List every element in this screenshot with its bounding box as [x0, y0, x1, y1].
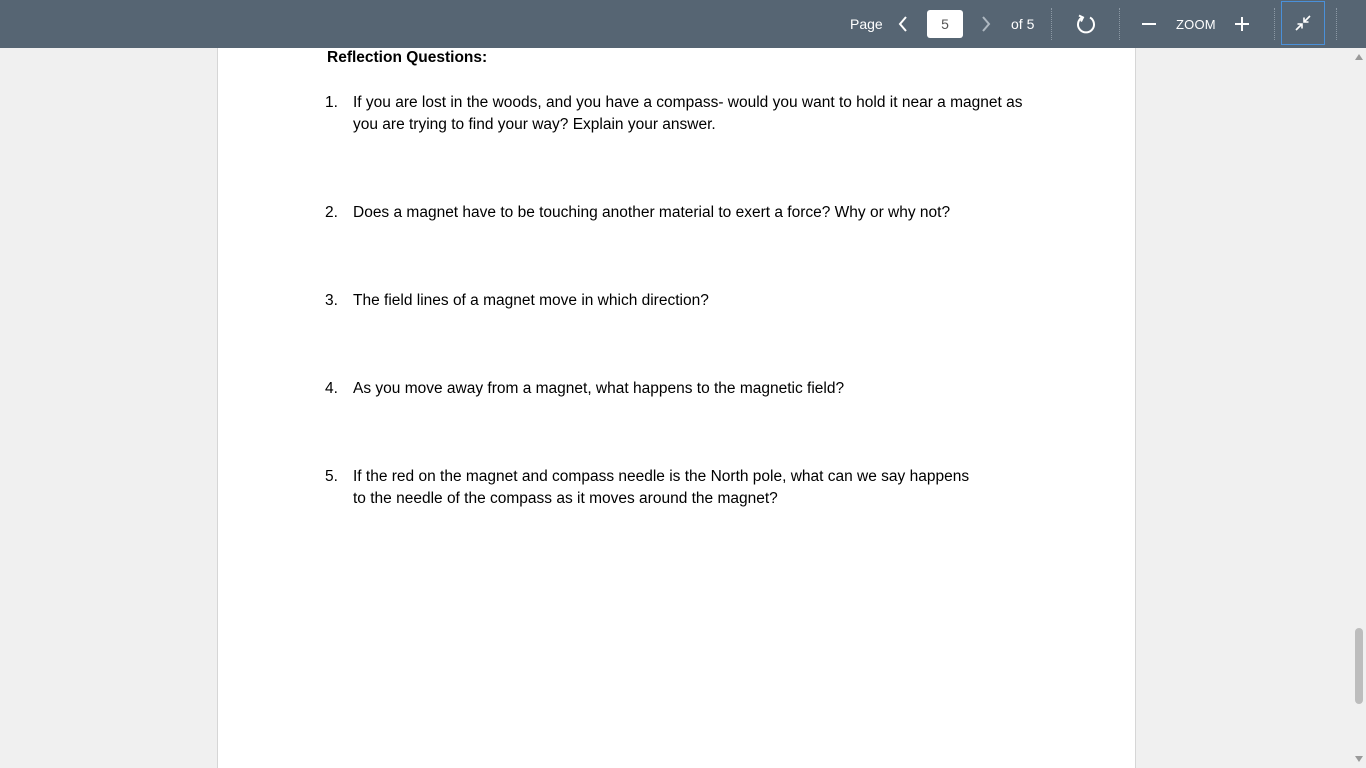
triangle-down-icon [1355, 756, 1363, 762]
scroll-down-arrow[interactable] [1352, 752, 1366, 766]
question-text: If the red on the magnet and compass needle is the North pole, what can we say happens to the needle of the compass as it moves around the magnet? [353, 468, 970, 507]
chevron-left-icon [897, 15, 909, 33]
previous-page-button[interactable] [893, 0, 913, 48]
zoom-in-button[interactable] [1233, 0, 1251, 48]
rotate-icon [1075, 13, 1097, 35]
question-item [325, 92, 1033, 136]
question-item [325, 378, 1033, 400]
page-number-input[interactable] [927, 10, 963, 38]
document-page [217, 48, 1136, 768]
plus-icon [1234, 16, 1250, 32]
toolbar-divider [1336, 8, 1337, 40]
collapse-icon [1293, 13, 1313, 33]
page-count: of 5 [1011, 16, 1035, 32]
viewer-toolbar [0, 0, 1366, 48]
question-item [325, 202, 1033, 224]
chevron-right-icon [980, 15, 992, 33]
question-text: As you move away from a magnet, what happens to the magnetic field? [353, 380, 845, 397]
reflection-heading: Reflection Questions: [327, 49, 488, 66]
toolbar-divider [1051, 8, 1052, 40]
question-item [325, 290, 1033, 312]
zoom-out-button[interactable] [1140, 0, 1158, 48]
question-number: 2. [325, 204, 338, 221]
question-number: 5. [325, 468, 338, 485]
toolbar-divider [1119, 8, 1120, 40]
toolbar-divider [1274, 8, 1275, 40]
zoom-label: ZOOM [1176, 16, 1216, 32]
question-number: 1. [325, 94, 338, 111]
question-text: The field lines of a magnet move in which direction? [353, 292, 709, 309]
page-label: Page [850, 16, 883, 32]
document-viewport[interactable] [0, 48, 1352, 768]
question-text: If you are lost in the woods, and you have a compass- would you want to hold it near a magnet as you are trying to find your way? Explain your answer. [353, 94, 1023, 133]
question-text: Does a magnet have to be touching another material to exert a force? Why or why not? [353, 204, 951, 221]
question-item [325, 466, 973, 510]
question-number: 3. [325, 292, 338, 309]
scroll-up-arrow[interactable] [1352, 50, 1366, 64]
exit-fullscreen-button[interactable] [1281, 1, 1325, 45]
scrollbar-thumb[interactable] [1355, 628, 1363, 704]
question-number: 4. [325, 380, 338, 397]
triangle-up-icon [1355, 54, 1363, 60]
rotate-button[interactable] [1074, 0, 1098, 48]
minus-icon [1141, 16, 1157, 32]
vertical-scrollbar[interactable] [1352, 48, 1366, 768]
next-page-button[interactable] [976, 0, 996, 48]
